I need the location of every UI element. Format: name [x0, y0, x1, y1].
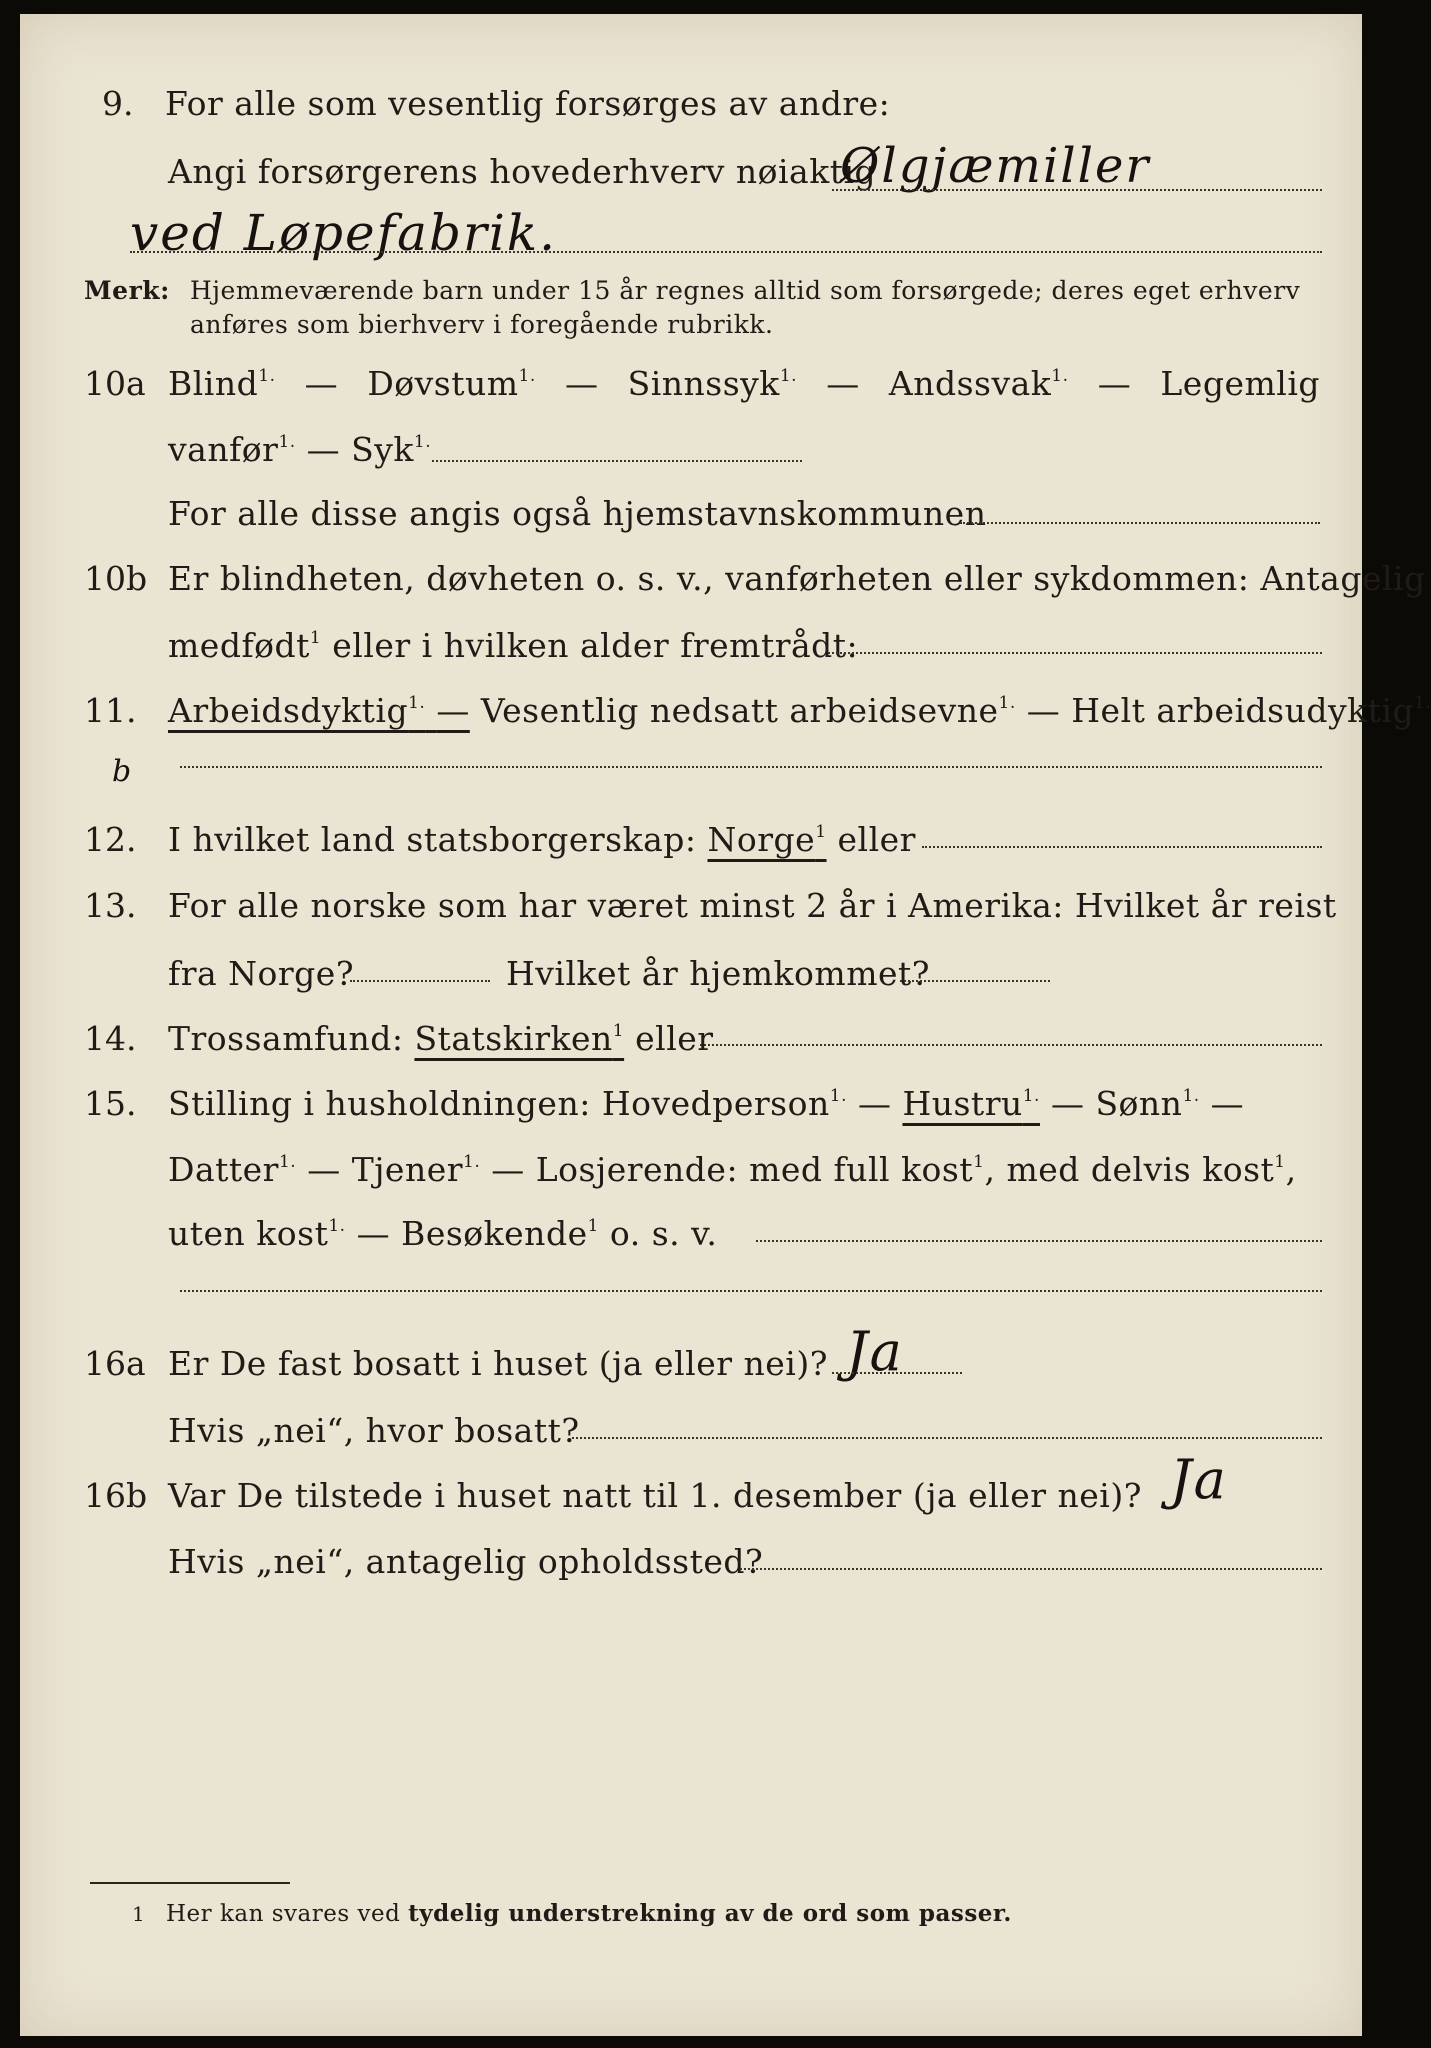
- merk-line2: anføres som bierhverv i foregående rubrikk.: [190, 310, 774, 339]
- q10b-number: 10b: [84, 559, 148, 598]
- q10a-syk-line: [432, 460, 802, 462]
- q16b-line1: Var De tilstede i huset natt til 1. desember (ja eller nei)?: [168, 1476, 1142, 1515]
- q11-number: 11.: [84, 691, 137, 730]
- q15-line2: Datter$^{1.}$ — Tjener$^{1.}$ — Losjerende: med full kost$^1$, med delvis kost$^1$,: [168, 1150, 1297, 1189]
- q14-answer-line: [700, 1044, 1322, 1046]
- q10a-hjemstavn-line: [960, 522, 1320, 524]
- q16b-opholdssted-line: [740, 1568, 1322, 1570]
- q16a-handwritten-answer: Ja: [846, 1320, 904, 1383]
- q9-handwritten-answer-2: ved Løpefabrik.: [130, 204, 558, 262]
- q13-line2a: fra Norge?: [168, 954, 355, 993]
- q15-line1: Stilling i husholdningen: Hovedperson$^{1.}$ — Hustru$^{1.}$ — Sønn$^{1.}$ —: [168, 1084, 1245, 1123]
- q14-line: Trossamfund: Statskirken$^1$ eller: [168, 1019, 714, 1058]
- footnote-text: Her kan svares ved tydelig understrekning av de ord som passer.: [166, 1900, 1012, 1927]
- q10a-line1: Blind$^{1.}$ — Døvstum$^{1.}$ — Sinnssyk$^{1.}$ — Andssvak$^{1.}$ — Legemlig: [168, 364, 1320, 403]
- q10a-line3: For alle disse angis også hjemstavnskommunen: [168, 494, 987, 533]
- q16a-line1: Er De fast bosatt i huset (ja eller nei)?: [168, 1344, 828, 1383]
- q15-line3: uten kost$^{1.}$ — Besøkende$^1$ o. s. v.: [168, 1214, 718, 1253]
- census-form-page: [20, 14, 1431, 2036]
- q9-number: 9.: [102, 84, 134, 123]
- q13-hjemkommet-line: [900, 980, 1050, 982]
- q9-line1: For alle som vesentlig forsørges av andre:: [165, 84, 891, 123]
- q9-handwritten-answer-1: Ølgjæmiller: [840, 138, 1151, 194]
- q16a-line2: Hvis „nei“, hvor bosatt?: [168, 1411, 580, 1450]
- opt-legemlig: Legemlig: [1160, 364, 1320, 403]
- q10a-line2: vanfør$^{1.}$ — Syk$^{1.}$: [168, 430, 432, 469]
- q11-opt-arbeidsdyktig-underlined: Arbeidsdyktig$^{1.}$ —: [168, 691, 470, 730]
- q12-answer-line: [922, 846, 1322, 848]
- q15-answer-line-1: [756, 1240, 1322, 1242]
- q9-answer-line-1: [832, 189, 1322, 191]
- q12-answer-norge-underlined: Norge$^1$: [707, 820, 827, 859]
- q10a-number: 10a: [84, 364, 146, 403]
- q13-line1: For alle norske som har været minst 2 år i Amerika: Hvilket år reist: [168, 886, 1337, 925]
- q14-answer-statskirken-underlined: Statskirken$^1$: [414, 1019, 625, 1058]
- merk-label: Merk:: [84, 276, 170, 305]
- q15-answer-hustru-underlined: Hustru$^{1.}$: [902, 1084, 1040, 1123]
- q11-line: Arbeidsdyktig$^{1.}$ — Vesentlig nedsatt arbeidsevne$^{1.}$ — Helt arbeidsudyktig$^{1.}$: [168, 691, 1431, 730]
- q16a-number: 16a: [84, 1344, 146, 1383]
- q16a-bosatt-line: [572, 1437, 1322, 1439]
- q11-answer-line: [180, 766, 1322, 768]
- q13-number: 13.: [84, 886, 137, 925]
- q15-answer-line-2: [180, 1290, 1322, 1292]
- q9-answer-line-2: [130, 251, 1322, 253]
- q10b-answer-line: [828, 652, 1322, 654]
- q16a-answer-line: [832, 1372, 962, 1374]
- footnote-marker: 1: [132, 1902, 146, 1926]
- opt-andssvak: Andssvak$^{1.}$: [888, 364, 1069, 403]
- q10b-line2: medfødt$^1$ eller i hvilken alder fremtrådt:: [168, 626, 859, 665]
- q16b-line2: Hvis „nei“, antagelig opholdssted?: [168, 1542, 764, 1581]
- margin-mark: b: [112, 754, 134, 789]
- footnote-rule: [90, 1882, 290, 1884]
- q9-line2: Angi forsørgerens hovederhverv nøiaktig: [168, 152, 877, 191]
- q14-number: 14.: [84, 1019, 137, 1058]
- q16b-number: 16b: [84, 1476, 148, 1515]
- opt-dovstum: Døvstum$^{1.}$: [367, 364, 536, 403]
- q13-line2b: Hvilket år hjemkommet?: [506, 954, 930, 993]
- q10b-line1: Er blindheten, døvheten o. s. v., vanførheten eller sykdommen: Antagelig: [168, 559, 1426, 598]
- q15-number: 15.: [84, 1084, 137, 1123]
- q16b-handwritten-answer: Ja: [1170, 1448, 1228, 1511]
- q12-line: I hvilket land statsborgerskap: Norge$^1$ eller: [168, 820, 916, 859]
- q13-reist-line: [350, 980, 490, 982]
- opt-sinnssyk: Sinnssyk$^{1.}$: [627, 364, 798, 403]
- merk-line1: Hjemmeværende barn under 15 år regnes alltid som forsørgede; deres eget erhverv: [190, 276, 1301, 305]
- q12-number: 12.: [84, 820, 137, 859]
- opt-blind: Blind$^{1.}$: [168, 364, 276, 403]
